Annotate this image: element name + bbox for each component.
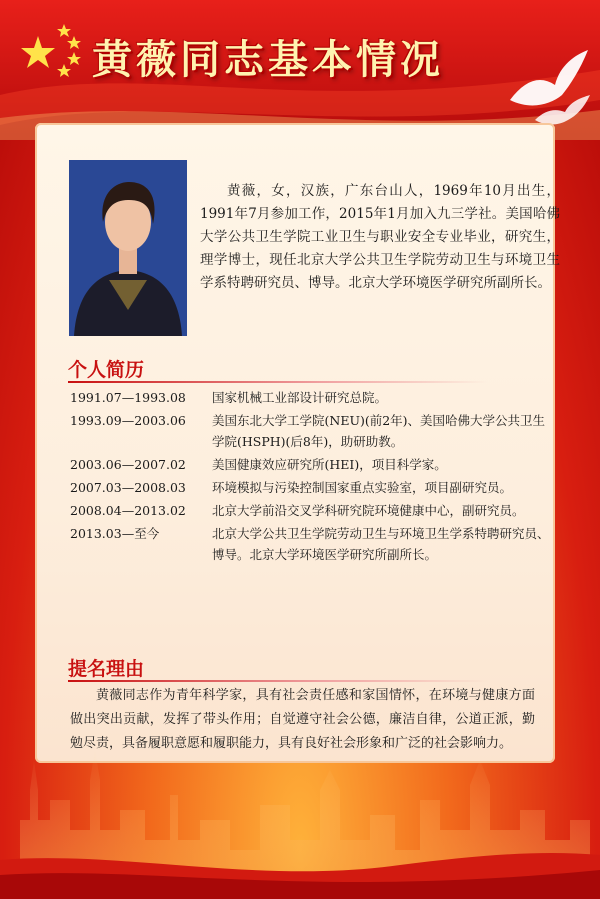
- resume-entry: [70, 454, 550, 475]
- resume-entry: [70, 500, 550, 521]
- resume-desc: 环境模拟与污染控制国家重点实验室，项目副研究员。: [212, 480, 513, 495]
- reason-divider: [68, 680, 488, 682]
- resume-heading: 个人简历: [68, 359, 145, 381]
- resume-divider: [68, 381, 488, 383]
- resume-date: 2003.06—2007.02: [70, 457, 186, 472]
- bio-paragraph: 黄薇，女，汉族，广东台山人，1969年10月出生，1991年7月参加工作，2015年1月加入九三学社。美国哈佛大学公共卫生学院工业卫生与职业安全专业毕业，研究生，理学博士，现任北京大学公共卫生学院劳动卫生与环境卫生学系特聘研究员、博导。北京大学环境医学研究所副所长。: [200, 183, 560, 291]
- resume-list: [70, 387, 550, 567]
- resume-date: 1991.07—1993.08: [70, 390, 186, 405]
- reason-heading: 提名理由: [68, 658, 145, 680]
- resume-entry: [70, 477, 550, 498]
- resume-desc: 国家机械工业部设计研究总院。: [212, 390, 388, 405]
- resume-date: 2007.03—2008.03: [70, 480, 186, 495]
- resume-entry: [70, 523, 550, 565]
- resume-date: 1993.09—2003.06: [70, 413, 186, 428]
- resume-desc: 美国东北大学工学院(NEU)(前2年)、美国哈佛大学公共卫生学院(HSPH)(后8年)，助研助教。: [212, 413, 546, 449]
- resume-desc: 美国健康效应研究所(HEI)，项目科学家。: [212, 457, 447, 472]
- portrait-photo: [69, 160, 187, 336]
- resume-entry: [70, 387, 550, 408]
- resume-desc: 北京大学前沿交叉学科研究院环境健康中心，副研究员。: [212, 503, 525, 518]
- resume-date: 2013.03—至今: [70, 526, 160, 541]
- dove-icon: [500, 40, 595, 135]
- star-icon: [20, 20, 90, 90]
- resume-date: 2008.04—2013.02: [70, 503, 186, 518]
- resume-entry: [70, 410, 550, 452]
- resume-desc: 北京大学公共卫生学院劳动卫生与环境卫生学系特聘研究员、博导。北京大学环境医学研究所副所长。: [212, 526, 550, 562]
- page-title: 黄薇同志基本情况: [92, 37, 444, 83]
- reason-paragraph: 黄薇同志作为青年科学家，具有社会责任感和家国情怀，在环境与健康方面做出突出贡献，发挥了带头作用；自觉遵守社会公德，廉洁自律，公道正派，勤勉尽责，具备履职意愿和履职能力，具有良好社会形象和广泛的社会影响力。: [70, 688, 535, 751]
